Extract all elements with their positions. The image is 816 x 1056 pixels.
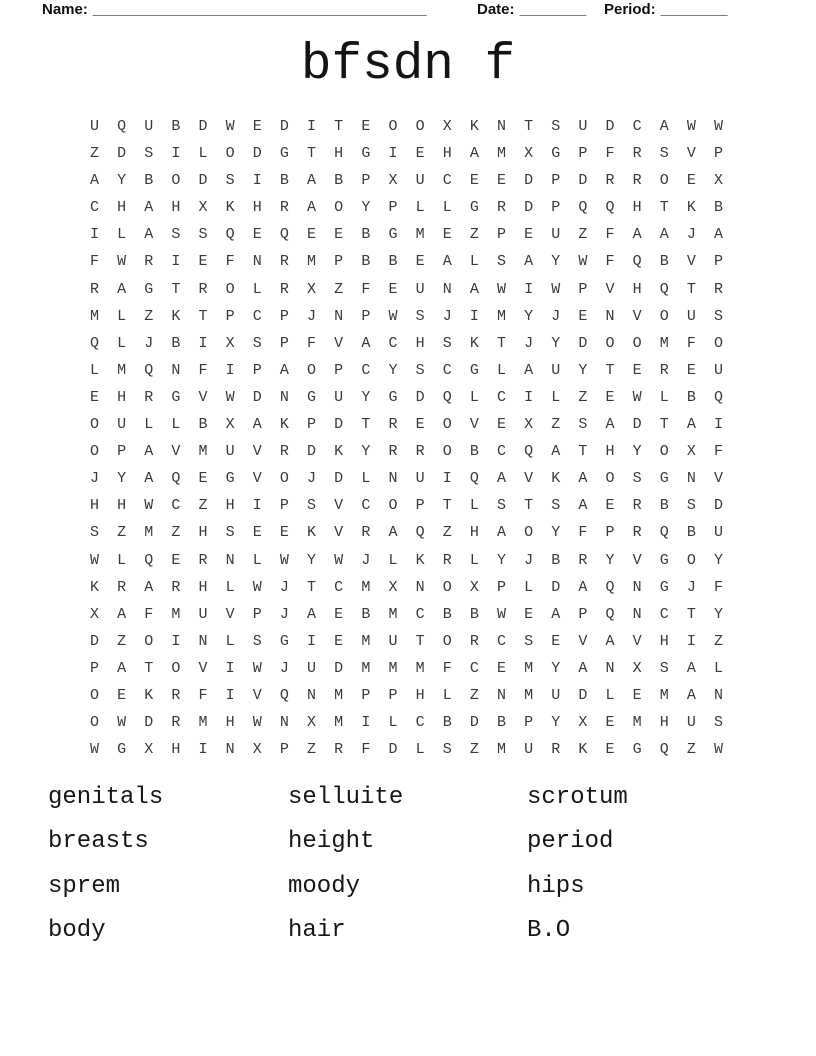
word-item: moody — [288, 872, 361, 900]
grid-row: HHWCZHIPSVCOPTLSTSAERBSD — [90, 497, 742, 515]
puzzle-title: bfsdn f — [300, 37, 516, 94]
grid-row: CHAHXKHRAOYPLLGRDPQQHTKB — [90, 199, 742, 217]
word-item: hair — [288, 917, 346, 945]
word-item: breasts — [48, 828, 149, 856]
grid-row: JYAQEGVOJDLNUIQAVKAOSGNV — [90, 470, 742, 488]
grid-row: UQUBDWEDITEOOXKNTSUDCAWW — [90, 118, 742, 135]
grid-row: MLZKTPCPJNPWSJIMYJENVOUS — [90, 307, 742, 325]
grid-row: OWDRMHWNXMILCBDBPYXEMHUS — [90, 714, 742, 732]
period-field-group — [604, 1, 727, 18]
word-item: height — [288, 828, 375, 856]
grid-row: LMQNFIPAOPCYSCGLAUYTEREU — [90, 361, 742, 379]
word-item: sprem — [48, 872, 121, 900]
grid-row: PATOVIWJUDMMMFCEMYANXSAL — [90, 659, 742, 677]
grid-row: ILASSQEQEEBGMEZPEUZFAAJA — [90, 226, 742, 244]
word-item: B.O — [527, 917, 571, 945]
word-item: genitals — [48, 783, 164, 811]
period-blank-line: ________ — [660, 1, 728, 18]
grid-row: EHRGVWDNGUYGDQLCILZEWLBQ — [90, 388, 742, 406]
word-item: selluite — [288, 783, 404, 811]
period-label: Period: — [604, 1, 656, 18]
grid-row: DZOINLSGIEMUTORCSEVAVHIZ — [90, 632, 742, 650]
name-label: Name: — [42, 1, 88, 18]
name-field-group — [42, 1, 427, 18]
word-item: period — [527, 828, 614, 856]
grid-row: SZMZHSEEKVRAQZHAOYFPRQBU — [90, 524, 742, 542]
date-field-group — [477, 1, 586, 18]
word-item: body — [48, 917, 106, 945]
word-item: scrotum — [527, 783, 628, 811]
grid-row: QLJBIXSPFVACHSKTJYDOOMFO — [90, 334, 742, 352]
grid-row: XAFMUVPJAEBMCBBWEAPQNCTY — [90, 605, 742, 623]
grid-row: RAGTROLRXZFEUNAWIWPVHQTR — [90, 280, 742, 298]
date-blank-line: ________ — [519, 1, 587, 18]
grid-row: OULLBXAKPDTREOVEXZSADTAI — [90, 416, 742, 434]
grid-row: FWRIEFNRMPBBEALSAYWFQBVP — [90, 253, 742, 271]
grid-row: OEKRFIVQNMPPHLZNMUDLEMAN — [90, 686, 742, 704]
grid-row: AYBODSIBABPXUCEEDPDRROEX — [90, 172, 742, 190]
word-search-grid — [90, 113, 741, 763]
name-blank-line: ________________________________________ — [92, 1, 427, 18]
grid-row: ZDSILODGTHGIEHAMXGPFRSVP — [90, 145, 742, 163]
grid-row: KRARHLWJTCMXNOXPLDAQNGJF — [90, 578, 742, 596]
grid-row: OPAVMUVRDKYRROBCQATHYOXF — [90, 443, 742, 461]
word-list — [48, 775, 757, 953]
grid-row: WGXHINXPZRFDLSZMURKEGQZW — [90, 741, 742, 759]
word-item: hips — [527, 872, 585, 900]
grid-row: WLQERNLWYWJLKRLYJBRYVGOY — [90, 551, 742, 569]
date-label: Date: — [477, 1, 515, 18]
